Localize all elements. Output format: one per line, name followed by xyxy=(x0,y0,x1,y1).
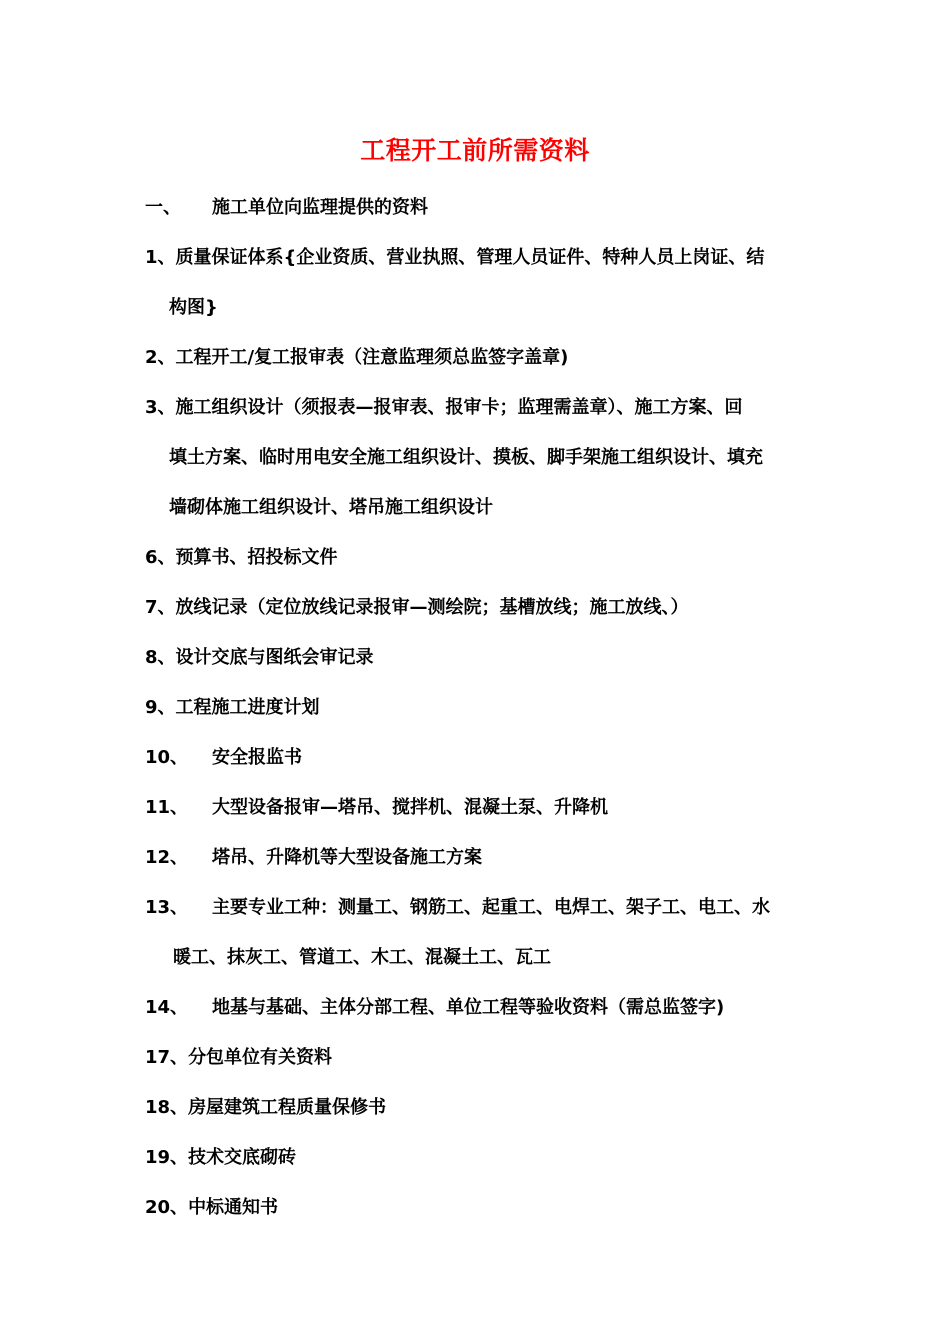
item-number: 20、 xyxy=(145,1197,189,1218)
item-number: 13、 xyxy=(145,897,189,918)
item-text: 主要专业工种：测量工、钢筋工、起重工、电焊工、架子工、电工、水 xyxy=(212,897,770,918)
list-item-13 xyxy=(145,883,815,933)
item-number: 10、 xyxy=(145,747,189,768)
item-text: 大型设备报审—塔吊、搅拌机、混凝土泵、升降机 xyxy=(212,797,608,818)
list-item-6 xyxy=(145,533,815,583)
list-item-3 xyxy=(145,383,815,433)
item-text: 施工组织设计（须报表—报审表、报审卡；监理需盖章）、施工方案、回 xyxy=(175,397,743,418)
list-item-8 xyxy=(145,633,815,683)
section-number: 一、 xyxy=(145,197,181,218)
list-item-1 xyxy=(145,233,815,283)
item-number: 7、 xyxy=(145,597,176,618)
item-number: 1、 xyxy=(145,247,176,268)
list-item-12 xyxy=(145,833,815,883)
section-text: 施工单位向监理提供的资料 xyxy=(212,197,428,218)
item-number: 8、 xyxy=(145,647,176,668)
item-number: 17、 xyxy=(145,1047,189,1068)
item-text: 技术交底砌砖 xyxy=(188,1147,297,1168)
item-number: 19、 xyxy=(145,1147,189,1168)
item-text: 暖工、抹灰工、管道工、木工、混凝土工、瓦工 xyxy=(173,947,551,968)
item-text: 中标通知书 xyxy=(188,1197,279,1218)
list-item-14 xyxy=(145,983,815,1033)
item-text: 放线记录（定位放线记录报审—测绘院；基槽放线；施工放线、） xyxy=(175,597,689,618)
item-number: 2、 xyxy=(145,347,176,368)
item-number: 9、 xyxy=(145,697,176,718)
list-item-18 xyxy=(145,1083,815,1133)
item-text: 设计交底与图纸会审记录 xyxy=(175,647,374,668)
section-heading xyxy=(145,183,815,233)
list-item-3-continuation xyxy=(145,433,815,483)
item-text: 房屋建筑工程质量保修书 xyxy=(188,1097,387,1118)
item-text: 墙砌体施工组织设计、塔吊施工组织设计 xyxy=(169,497,493,518)
item-text: 质量保证体系{企业资质、营业执照、管理人员证件、特种人员上岗证、结 xyxy=(175,247,765,268)
item-number: 14、 xyxy=(145,997,189,1018)
document-body xyxy=(145,183,815,1233)
item-number: 3、 xyxy=(145,397,176,418)
list-item-2 xyxy=(145,333,815,383)
list-item-17 xyxy=(145,1033,815,1083)
item-text: 分包单位有关资料 xyxy=(188,1047,333,1068)
item-text: 构图} xyxy=(169,297,218,318)
list-item-9 xyxy=(145,683,815,733)
list-item-20 xyxy=(145,1183,815,1233)
item-text: 填土方案、临时用电安全施工组织设计、摸板、脚手架施工组织设计、填充 xyxy=(169,447,763,468)
item-text: 安全报监书 xyxy=(212,747,302,768)
list-item-1-continuation xyxy=(145,283,815,333)
list-item-7 xyxy=(145,583,815,633)
item-text: 塔吊、升降机等大型设备施工方案 xyxy=(212,847,482,868)
list-item-10 xyxy=(145,733,815,783)
list-item-13-continuation xyxy=(145,933,815,983)
item-number: 18、 xyxy=(145,1097,189,1118)
item-number: 12、 xyxy=(145,847,189,868)
list-item-11 xyxy=(145,783,815,833)
item-text: 工程开工/复工报审表（注意监理须总监签字盖章) xyxy=(175,347,569,368)
item-text: 工程施工进度计划 xyxy=(175,697,320,718)
item-text: 地基与基础、主体分部工程、单位工程等验收资料（需总监签字) xyxy=(212,997,725,1018)
list-item-19 xyxy=(145,1133,815,1183)
item-number: 6、 xyxy=(145,547,176,568)
list-item-3-continuation xyxy=(145,483,815,533)
document-title: 工程开工前所需资料 xyxy=(360,136,590,165)
item-number: 11、 xyxy=(145,797,189,818)
item-text: 预算书、招投标文件 xyxy=(175,547,338,568)
